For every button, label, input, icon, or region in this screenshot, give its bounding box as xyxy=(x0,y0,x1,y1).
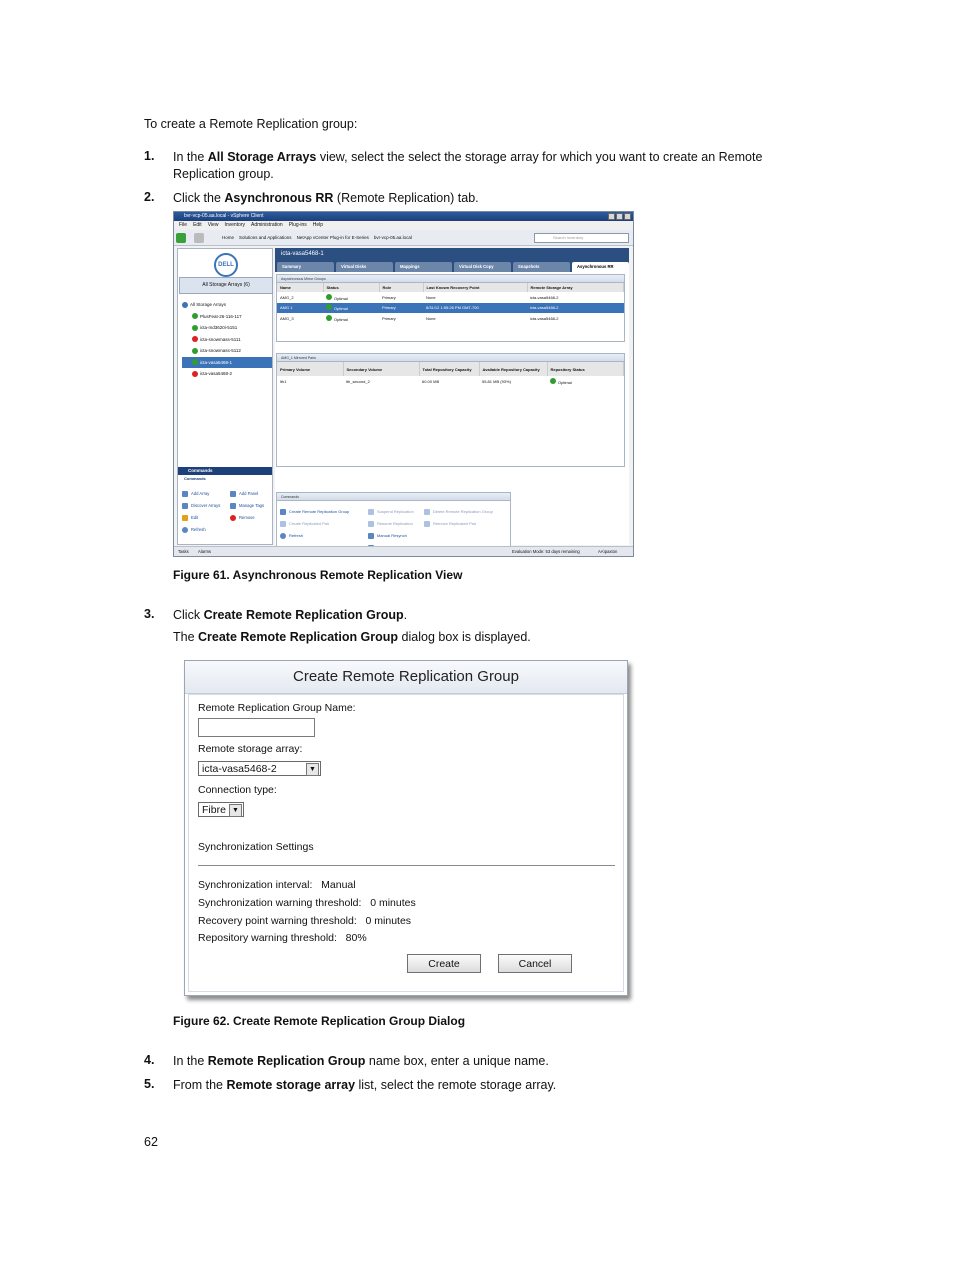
breadcrumb-home[interactable]: Home xyxy=(222,235,235,240)
column-header[interactable]: Available Repository Capacity xyxy=(479,362,547,376)
connection-type-value: Fibre xyxy=(202,804,226,816)
main-pane xyxy=(275,248,629,545)
menu-bar xyxy=(174,221,633,230)
error-icon xyxy=(192,371,198,377)
array-title: icta-vasa5468-1 xyxy=(281,251,324,257)
column-header[interactable]: Name xyxy=(277,283,323,292)
close-icon[interactable] xyxy=(624,213,631,220)
resume-icon xyxy=(368,521,374,527)
group-name-input[interactable] xyxy=(198,718,315,737)
create-group-icon xyxy=(280,509,286,515)
breadcrumb-host[interactable]: bvr-vcp-05.aa.local xyxy=(373,235,412,240)
mirror-groups-panel-title: Asynchronous Mirror Groups xyxy=(277,275,624,283)
step-5-number: 5. xyxy=(144,1077,155,1091)
step-2-text: Click the Asynchronous RR (Remote Replication) tab. xyxy=(173,191,479,205)
optimal-icon xyxy=(192,359,198,365)
recovery-warning-row: Recovery point warning threshold: 0 minutes xyxy=(198,915,412,927)
menu-edit[interactable]: Edit xyxy=(193,222,202,228)
mirrored-pairs-table xyxy=(277,362,624,387)
optimal-icon xyxy=(326,294,332,300)
tag-icon xyxy=(230,503,236,509)
delete-group-icon xyxy=(424,509,430,515)
vsphere-screenshot xyxy=(173,211,634,557)
optimal-icon xyxy=(192,325,198,331)
divider xyxy=(198,865,615,866)
optimal-icon xyxy=(326,315,332,321)
refresh-icon xyxy=(182,527,188,533)
dialog-body xyxy=(188,694,624,992)
minimize-icon[interactable] xyxy=(608,213,615,220)
array-tree xyxy=(182,299,272,380)
error-icon xyxy=(192,336,198,342)
step-4-text: In the Remote Replication Group name box, enter a unique name. xyxy=(173,1054,549,1068)
suspend-icon xyxy=(368,509,374,515)
column-header[interactable]: Secondary Volume xyxy=(343,362,419,376)
tab-snapshots[interactable]: Snapshots xyxy=(513,262,570,272)
optimal-icon xyxy=(192,348,198,354)
tab-virtual-disk-copy[interactable]: Virtual Disk Copy xyxy=(454,262,511,272)
commands-subheader: Commands xyxy=(184,476,206,481)
discover-icon xyxy=(182,503,188,509)
create-pair-icon xyxy=(280,521,286,527)
resynch-icon xyxy=(368,533,374,539)
figure-61-caption: Figure 61. Asynchronous Remote Replication View xyxy=(173,568,463,582)
chevron-down-icon[interactable]: ▼ xyxy=(306,763,319,776)
step-3-number: 3. xyxy=(144,607,155,621)
tree-item[interactable]: icta-vasa5468-2 xyxy=(182,368,272,380)
step-1-number: 1. xyxy=(144,149,155,163)
dell-logo: DELL xyxy=(214,253,238,277)
chevron-down-icon[interactable]: ▼ xyxy=(229,804,242,817)
menu-help[interactable]: Help xyxy=(312,222,324,228)
table-row[interactable]: AMG_2 Optimal Primary None icta-vasa5468-2 xyxy=(280,294,559,301)
forward-icon[interactable] xyxy=(194,233,204,243)
tree-item-selected[interactable]: icta-vasa5468-1 xyxy=(182,357,272,369)
tab-asynchronous-rr[interactable]: Asynchronous RR xyxy=(572,262,629,272)
repository-warning-row: Repository warning threshold: 80% xyxy=(198,932,367,944)
all-storage-arrays-button[interactable]: All Storage Arrays (6) xyxy=(179,277,273,294)
mirrored-pairs-panel xyxy=(276,353,625,467)
window-title: bvr-vcp-05.aa.local - vSphere Client xyxy=(174,212,633,221)
step-4-number: 4. xyxy=(144,1053,155,1067)
tree-item[interactable]: icta-snowmass-5112 xyxy=(182,345,272,357)
add-panel-link[interactable]: Add Panel xyxy=(230,489,272,498)
remote-array-value: icta-vasa5468-2 xyxy=(202,763,277,775)
intro-text: To create a Remote Replication group: xyxy=(144,117,358,131)
commands-bar[interactable]: Commands xyxy=(178,467,272,475)
suspend-replication-link[interactable]: Suspend Replication xyxy=(368,507,424,516)
create-button[interactable]: Create xyxy=(407,954,481,973)
dialog-title: Create Remote Replication Group xyxy=(185,661,627,694)
refresh-icon xyxy=(280,533,286,539)
cancel-button[interactable]: Cancel xyxy=(498,954,572,973)
status-bar xyxy=(174,546,633,556)
menu-plugins[interactable]: Plug-ins xyxy=(288,222,307,228)
tab-mappings[interactable]: Mappings xyxy=(395,262,452,272)
tree-item[interactable]: PlusFeat-26-116-117 xyxy=(182,311,272,323)
group-name-label: Remote Replication Group Name: xyxy=(198,702,356,714)
create-replicated-pair-link[interactable]: Create Replicated Pair xyxy=(280,519,368,528)
mirror-groups-panel xyxy=(276,274,625,342)
tab-virtual-disks[interactable]: Virtual Disks xyxy=(336,262,393,272)
breadcrumb-plugin[interactable]: NetApp vCenter Plug-in for E-Series xyxy=(296,235,369,240)
optimal-icon xyxy=(192,313,198,319)
sync-settings-heading: Synchronization Settings xyxy=(198,841,314,853)
manual-resynch-link[interactable]: Manual Resynch xyxy=(368,531,424,540)
add-array-link[interactable]: Add Array xyxy=(182,489,230,498)
tree-item[interactable]: icta-md3620i-5151 xyxy=(182,322,272,334)
manage-tags-link[interactable]: Manage Tags xyxy=(230,501,272,510)
remove-icon xyxy=(230,515,236,521)
tree-root[interactable]: All Storage Arrays xyxy=(182,299,272,311)
commands-panel-title: Commands xyxy=(277,493,510,501)
step-3-text-line2: The Create Remote Replication Group dialog box is displayed. xyxy=(173,630,531,644)
discover-arrays-link[interactable]: Discover Arrays xyxy=(182,501,230,510)
refresh-link[interactable]: Refresh xyxy=(182,525,230,534)
remote-array-select[interactable] xyxy=(198,761,321,776)
sync-warning-row: Synchronization warning threshold: 0 minutes xyxy=(198,897,416,909)
menu-view[interactable]: View xyxy=(207,222,219,228)
table-row[interactable]: lth1 lth_second_2 60.00 MB 55.81 MB (93%) Optimal xyxy=(280,378,572,385)
connection-type-label: Connection type: xyxy=(198,784,277,796)
storage-icon xyxy=(182,302,188,308)
column-header[interactable]: Role xyxy=(379,283,423,292)
remote-array-label: Remote storage array: xyxy=(198,743,303,755)
left-pane xyxy=(177,248,273,545)
optimal-icon xyxy=(326,304,332,310)
menu-inventory[interactable]: Inventory xyxy=(224,222,246,228)
create-rr-group-link[interactable]: Create Remote Replication Group xyxy=(280,507,368,516)
step-5-text: From the Remote storage array list, select the remote storage array. xyxy=(173,1078,557,1092)
add-panel-icon xyxy=(230,491,236,497)
mirrored-pairs-panel-title: AMG_1 Mirrored Pairs xyxy=(277,354,624,362)
remove-link[interactable]: Remove xyxy=(230,513,272,522)
left-commands xyxy=(182,489,272,534)
tasks-button[interactable]: Tasks xyxy=(178,549,189,554)
optimal-icon xyxy=(550,378,556,384)
remove-pair-icon xyxy=(424,521,430,527)
edit-icon xyxy=(182,515,188,521)
evaluation-status: Evaluation Mode: 53 days remaining xyxy=(512,549,580,554)
user-status: AA\paxton xyxy=(598,549,618,554)
figure-62-caption: Figure 62. Create Remote Replication Group Dialog xyxy=(173,1014,466,1028)
breadcrumb-solutions[interactable]: Solutions and Applications xyxy=(239,235,292,240)
sync-interval-row: Synchronization interval: Manual xyxy=(198,879,356,891)
toolbar xyxy=(174,230,633,246)
delete-rr-group-link[interactable]: Delete Remote Replication Group xyxy=(424,507,512,516)
alarms-button[interactable]: Alarms xyxy=(198,549,212,554)
remove-replicated-pair-link[interactable]: Remove Replicated Pair xyxy=(424,519,512,528)
step-1-text: In the All Storage Arrays view, select the select the storage array for which you want to create an Remote xyxy=(173,150,763,164)
page-number: 62 xyxy=(144,1135,158,1149)
back-icon[interactable] xyxy=(176,233,186,243)
column-header[interactable]: Primary Volume xyxy=(277,362,343,376)
create-rr-group-dialog xyxy=(184,660,628,996)
step-1-text-line2: Replication group. xyxy=(173,167,274,181)
resume-replication-link[interactable]: Resume Replication xyxy=(368,519,424,528)
breadcrumb xyxy=(222,234,412,242)
column-header[interactable]: Status xyxy=(323,283,379,292)
column-header[interactable]: Total Repository Capacity xyxy=(419,362,479,376)
menu-file[interactable]: File xyxy=(179,222,188,228)
table-row-selected[interactable]: AMG 1 Optimal Primary 8/31/12 1:55:26 PM GMT-700 icta-vasa5468-2 xyxy=(277,303,624,314)
table-row[interactable]: AMG_3 Optimal Primary None icta-vasa5468-2 xyxy=(280,315,559,322)
column-header[interactable]: Remote Storage Array xyxy=(527,283,624,292)
tab-strip xyxy=(275,262,629,272)
column-header[interactable]: Repository Status xyxy=(547,362,624,376)
connection-type-select[interactable] xyxy=(198,802,244,817)
tab-summary[interactable]: Summary xyxy=(277,262,334,272)
refresh-link[interactable]: Refresh xyxy=(280,531,368,540)
column-header[interactable]: Last Known Recovery Point xyxy=(423,283,527,292)
menu-administration[interactable]: Administration xyxy=(251,222,283,228)
step-3-text: Click Create Remote Replication Group. xyxy=(173,608,408,622)
maximize-icon[interactable] xyxy=(616,213,623,220)
edit-link[interactable]: Edit xyxy=(182,513,230,522)
window-controls xyxy=(608,213,631,220)
step-2-number: 2. xyxy=(144,190,155,204)
search-input[interactable]: Search Inventory xyxy=(534,233,629,243)
tree-item[interactable]: icta-snowmass-5111 xyxy=(182,334,272,346)
mirror-groups-table xyxy=(277,283,624,324)
add-array-icon xyxy=(182,491,188,497)
